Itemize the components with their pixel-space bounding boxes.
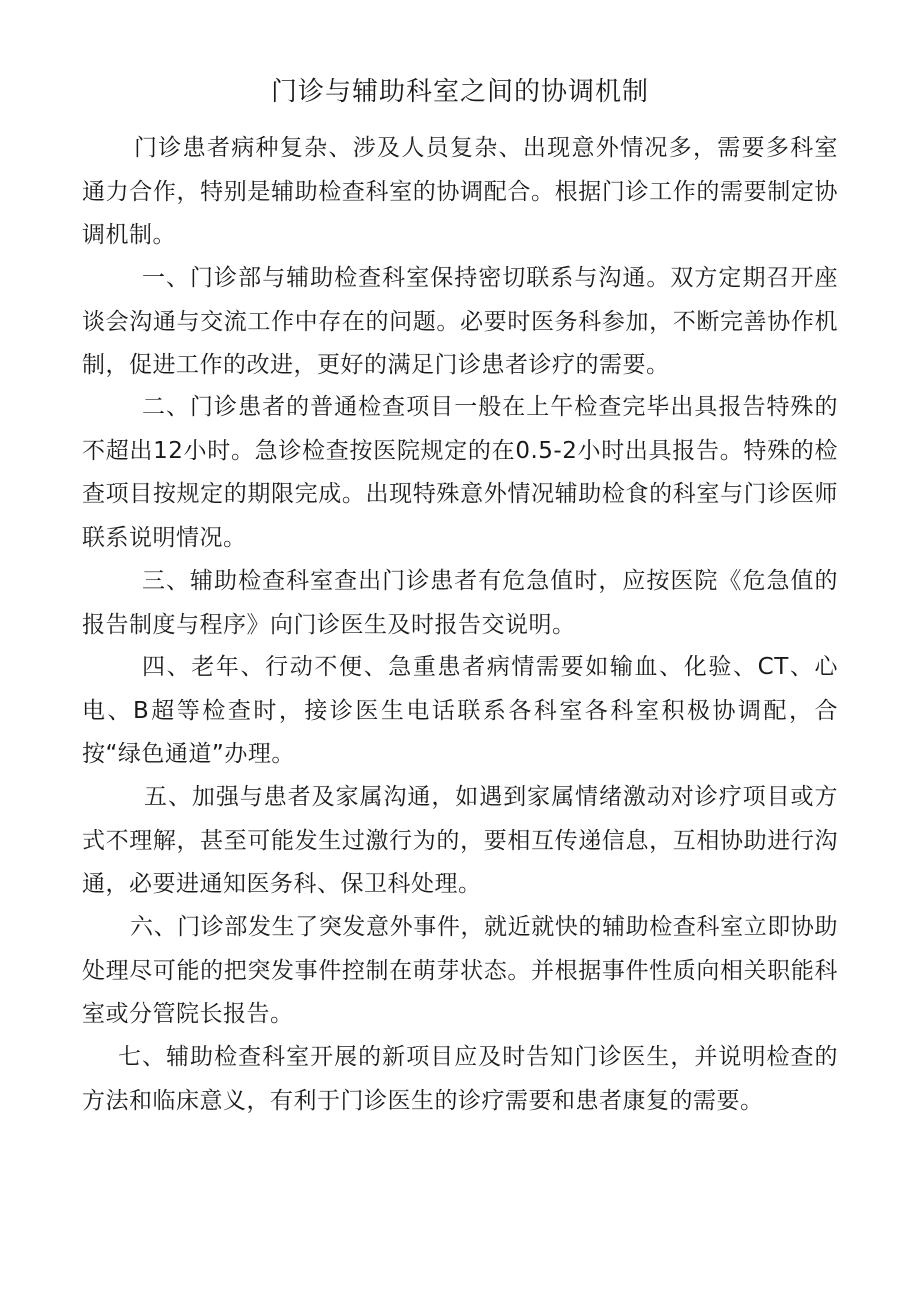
section-7-paragraph: 七、辅助检查科室开展的新项目应及时告知门诊医生，并说明检查的方法和临床意义，有利于门诊医生的诊疗需要和患者康复的需要。 <box>82 1044 838 1114</box>
section-6-paragraph: 六、门诊部发生了突发意外事件，就近就快的辅助检查科室立即协助处理尽可能的把突发事件控制在萌芽状态。并根据事件性质向相关职能科室或分管院长报告。 <box>82 914 838 1027</box>
intro-paragraph: 门诊患者病种复杂、涉及人员复杂、出现意外情况多，需要多科室通力合作，特别是辅助检查科室的协调配合。根据门诊工作的需要制定协调机制。 <box>82 135 838 248</box>
section-2-paragraph: 二、门诊患者的普通检查项目一般在上午检查完毕出具报告特殊的不超出12小时。急诊检查按医院规定的在0.5-2小时出具报告。特殊的检查项目按规定的期限完成。出现特殊意外情况辅助检食的科室与门诊医师联系说明情况。 <box>82 394 838 551</box>
section-5-paragraph: 五、加强与患者及家属沟通，如遇到家属情绪激动对诊疗项目或方式不理解，甚至可能发生过激行为的，要相互传递信息，互相协助进行沟通，必要进通知医务科、保卫科处理。 <box>82 784 838 897</box>
document-title: 门诊与辅助科室之间的协调机制 <box>270 77 649 107</box>
section-3-paragraph: 三、辅助检查科室查出门诊患者有危急值时，应按医院《危急值的报告制度与程序》向门诊医生及时报告交说明。 <box>82 568 838 638</box>
section-1-paragraph: 一、门诊部与辅助检查科室保持密切联系与沟通。双方定期召开座谈会沟通与交流工作中存在的问题。必要时医务科参加，不断完善协作机制，促进工作的改进，更好的满足门诊患者诊疗的需要。 <box>82 265 838 378</box>
section-4-paragraph: 四、老年、行动不便、急重患者病情需要如输血、化验、CT、心电、B超等检查时，接诊医生电话联系各科室各科室积极协调配，合按“绿色通道”办理。 <box>82 654 838 767</box>
